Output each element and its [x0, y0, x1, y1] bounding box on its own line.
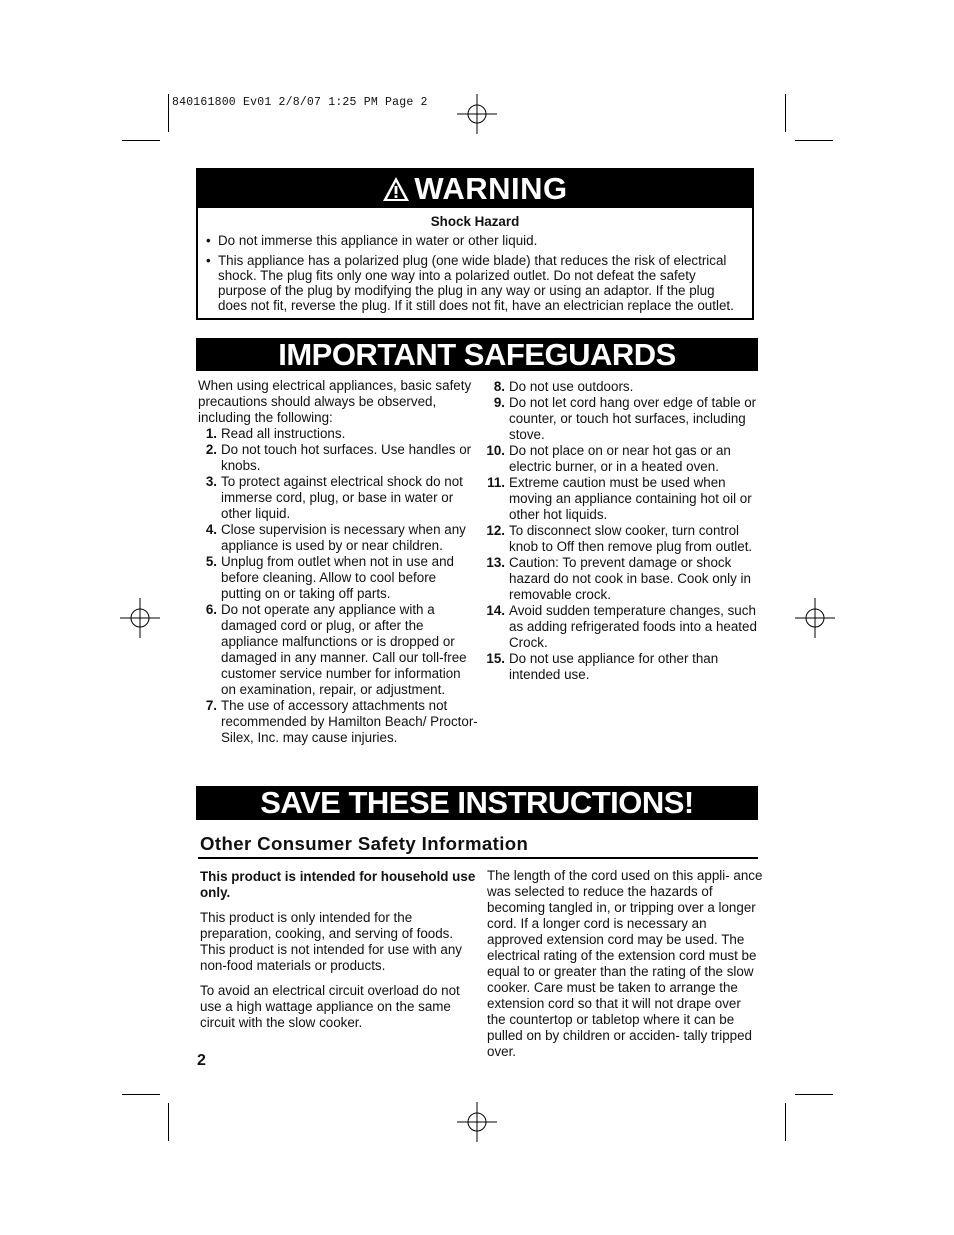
registration-mark-icon — [457, 1102, 497, 1142]
item-text: Caution: To prevent damage or shock hazard do not cook in base. Cook only in removable crock. — [509, 555, 751, 602]
warning-bullet-text: This appliance has a polarized plug (one wide blade) that reduces the risk of electrical shock. The plug fits only one way into a polarized outlet. Do not defeat the safety purpose of the plug by modifying the plug in any way or using an adaptor. If the plug does not fit, reverse the plug. If it still does not fit, have an electrician replace the outlet. — [218, 252, 734, 314]
crop-mark — [168, 94, 169, 132]
item-text: Read all instructions. — [221, 426, 346, 441]
item-number: 14. — [486, 603, 505, 618]
household-use-note: This product is intended for household use only. — [200, 869, 476, 900]
warning-subtitle: Shock Hazard — [430, 214, 520, 229]
bullet-icon: • — [206, 233, 211, 249]
warning-triangle-icon — [382, 176, 410, 202]
warning-box — [196, 168, 754, 320]
crop-mark — [795, 1094, 833, 1095]
save-instructions-banner: SAVE THESE INSTRUCTIONS! — [196, 786, 758, 820]
item-number: 9. — [493, 395, 505, 410]
circuit-overload-paragraph: To avoid an electrical circuit overload do not use a high wattage appliance on the same circuit with the slow cooker. — [200, 983, 460, 1030]
warning-title: WARNING — [414, 171, 568, 206]
bullet-icon: • — [206, 252, 211, 268]
item-number: 3. — [205, 474, 217, 489]
item-text: To protect against electrical shock do not immerse cord, plug, or base in water or other liquid. — [221, 474, 463, 521]
item-text: Unplug from outlet when not in use and before cleaning. Allow to cool before putting on or taking off parts. — [221, 554, 454, 601]
item-number: 13. — [486, 555, 505, 570]
registration-mark-icon — [457, 94, 497, 134]
safeguard-item — [198, 474, 478, 522]
item-text: Extreme caution must be used when moving an appliance containing hot oil or other hot liquids. — [509, 475, 752, 522]
consumer-left-column — [200, 869, 476, 1040]
safeguard-item — [198, 522, 478, 554]
item-text: Do not let cord hang over edge of table or counter, or touch hot surfaces, including stove. — [509, 395, 757, 442]
extension-cord-paragraph: The length of the cord used on this appli- ance was selected to reduce the hazards of becoming tangled in, or tripping over a longer cord. If a longer cord is necessary an approved extension cord may be used. The electrical rating of the extension cord must be equal to or greater than the rating of the slow cooker. Care must be taken to arrange the extension cord so that it will not drape over the countertop or tabletop where it can be pulled on by children or acciden- tally tripped over. — [487, 868, 763, 1059]
crop-mark — [122, 140, 160, 141]
item-number: 15. — [486, 651, 505, 666]
crop-mark — [168, 1103, 169, 1141]
print-slug: 840161800 Ev01 2/8/07 1:25 PM Page 2 — [172, 96, 428, 109]
consumer-safety-title: Other Consumer Safety Information — [200, 833, 529, 854]
item-number: 8. — [493, 379, 505, 394]
safeguard-item — [485, 651, 761, 683]
safeguard-item — [485, 443, 761, 475]
safeguard-item — [198, 554, 478, 602]
safeguards-banner: IMPORTANT SAFEGUARDS — [196, 338, 758, 371]
item-text: Do not touch hot surfaces. Use handles or knobs. — [221, 442, 472, 473]
safeguard-item — [485, 379, 761, 395]
safeguard-item — [485, 475, 761, 523]
crop-mark — [795, 140, 833, 141]
item-number: 4. — [205, 522, 217, 537]
safeguard-item — [485, 555, 761, 603]
page-number: 2 — [197, 1052, 206, 1069]
item-number: 5. — [205, 554, 217, 569]
safeguard-item — [198, 442, 478, 474]
safeguards-right-column — [485, 379, 761, 683]
item-number: 2. — [205, 442, 217, 457]
safeguards-intro: When using electrical appliances, basic safety precautions should always be observed, including the following: — [198, 378, 472, 425]
item-text: Avoid sudden temperature changes, such as adding refrigerated foods into a heated Crock. — [509, 603, 757, 650]
item-number: 11. — [487, 475, 505, 490]
consumer-right-column — [487, 868, 763, 1060]
safeguards-left-column — [198, 378, 478, 746]
item-number: 12. — [486, 523, 505, 538]
crop-mark — [785, 1103, 786, 1141]
registration-mark-icon — [795, 598, 835, 638]
crop-mark — [785, 94, 786, 132]
item-text: Do not place on or near hot gas or an electric burner, or in a heated oven. — [509, 443, 731, 474]
safeguard-item — [198, 602, 478, 698]
title-rule — [198, 857, 758, 859]
safeguard-item — [485, 603, 761, 651]
safeguard-item — [485, 523, 761, 555]
item-number: 7. — [205, 698, 217, 713]
item-number: 6. — [205, 602, 217, 617]
item-text: To disconnect slow cooker, turn control knob to Off then remove plug from outlet. — [509, 523, 753, 554]
safeguard-item — [198, 698, 478, 746]
safeguard-item — [198, 426, 478, 442]
item-text: Close supervision is necessary when any appliance is used by or near children. — [221, 522, 466, 553]
item-text: Do not use appliance for other than intended use. — [509, 651, 719, 682]
crop-mark — [122, 1094, 160, 1095]
warning-body — [198, 208, 752, 314]
item-text: Do not operate any appliance with a damaged cord or plug, or after the appliance malfunctions or is dropped or damaged in any manner. Call our toll-free customer service number for information on examination, repair, or adjustment. — [221, 602, 467, 697]
food-use-paragraph: This product is only intended for the preparation, cooking, and serving of foods. This product is not intended for use with any non-food materials or products. — [200, 910, 463, 973]
item-text: Do not use outdoors. — [509, 379, 634, 394]
warning-bullet — [206, 233, 744, 248]
item-text: The use of accessory attachments not recommended by Hamilton Beach/ Proctor-Silex, Inc. may cause injuries. — [221, 698, 478, 745]
item-number: 1. — [205, 426, 217, 441]
item-number: 10. — [486, 443, 505, 458]
safeguard-item — [485, 395, 761, 443]
warning-header — [198, 170, 752, 208]
warning-bullet-text: Do not immerse this appliance in water or other liquid. — [218, 233, 538, 249]
registration-mark-icon — [120, 598, 160, 638]
warning-bullet — [206, 253, 744, 314]
